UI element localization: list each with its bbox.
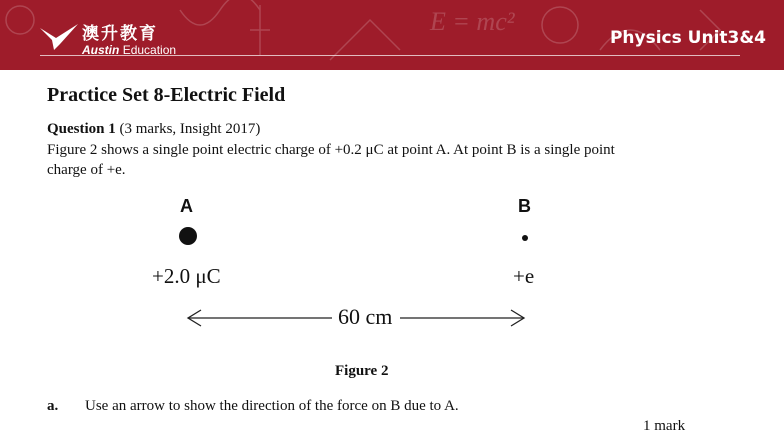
distance-label: 60 cm [338,304,393,329]
point-a-label: A [180,196,193,216]
brand-name-chinese: 澳升教育 [82,24,158,44]
brand-name-english: Austin Education [82,43,177,57]
figure-drawing [0,190,784,390]
header-banner [0,0,784,70]
question-meta: (3 marks, Insight 2017) [119,121,261,137]
question-number: Question 1 [47,121,116,137]
charge-a-dot [179,227,197,245]
question-text: Figure 2 shows a single point electric charge of +0.2 μC at point A. At point B is a single point charge of +e. [47,142,615,178]
charge-b-label: +e [513,264,535,288]
figure-caption: Figure 2 [335,363,389,379]
question-heading [47,121,260,138]
figure-2 [0,190,784,390]
charge-a-label: +2.0 μC [152,264,221,288]
part-a-text: Use an arrow to show the direction of the force on B due to A. [85,398,459,414]
point-b-label: B [518,196,531,216]
page-title: Practice Set 8-Electric Field [47,84,286,106]
bird-logo-icon [40,24,80,50]
unit-title: Physics Unit3&4 [609,28,766,48]
charge-b-dot [522,235,528,241]
svg-text:E = mc²: E = mc² [430,7,515,36]
part-a-marks: 1 mark [643,418,686,434]
part-a-letter: a. [47,398,59,414]
